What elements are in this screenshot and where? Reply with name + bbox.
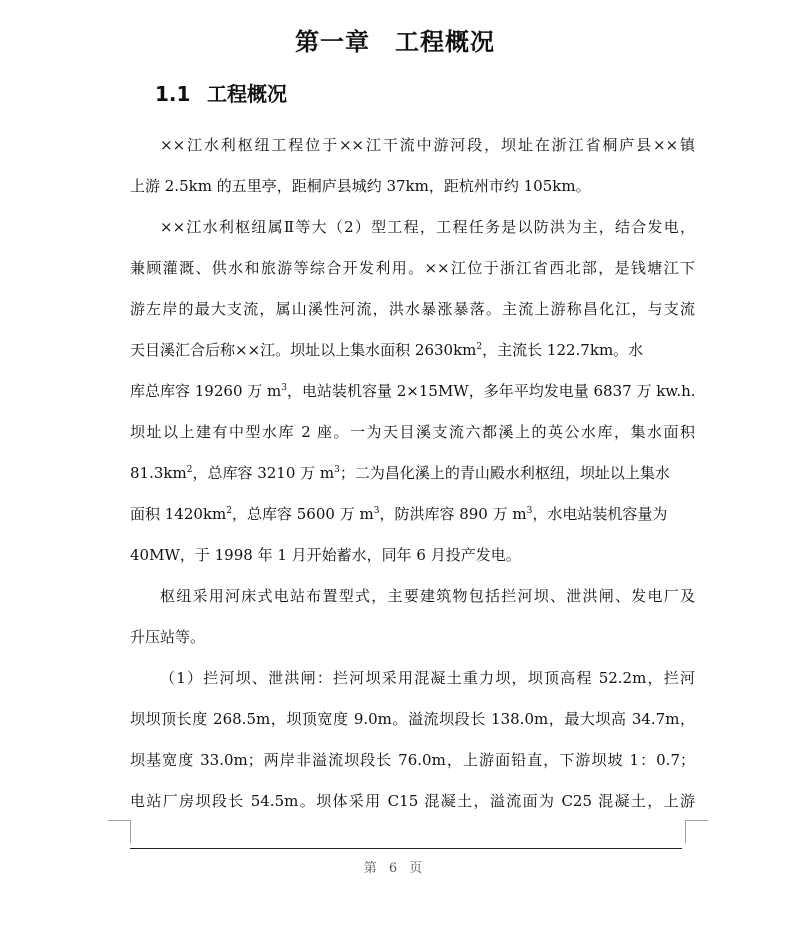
superscript: 2 (186, 465, 193, 475)
page-margin-corner-mark (685, 820, 708, 843)
paragraph-line: 枢纽采用河床式电站布置型式，主要建筑物包括拦河坝、泄洪闸、发电厂及 (160, 587, 695, 605)
paragraph-line: 坝坝顶长度 268.5m，坝顶宽度 9.0m。溢流坝段长 138.0m，最大坝高 34.7m， (130, 710, 695, 728)
paragraph-line: 升压站等。 (130, 628, 206, 646)
paragraph-line: （1）拦河坝、泄洪闸：拦河坝采用混凝土重力坝，坝顶高程 52.2m，拦河 (160, 669, 695, 687)
paragraph-line: 上游 2.5km 的五里亭，距桐庐县城约 37km，距杭州市约 105km。 (130, 177, 591, 195)
paragraph-line: 电站厂房坝段长 54.5m。坝体采用 C15 混凝土，溢流面为 C25 混凝土，上游 (130, 792, 695, 810)
paragraph-line (130, 330, 695, 371)
footer-divider (130, 848, 682, 849)
paragraph-line: 坝基宽度 33.0m；两岸非溢流坝段长 76.0m，上游面铅直，下游坝坡 1：0.7； (130, 751, 695, 769)
section-title: 工程概况 (207, 82, 287, 106)
text-segment: 81.3km (130, 464, 187, 482)
paragraph-line: ××江水利枢纽工程位于××江干流中游河段，坝址在浙江省桐庐县××镇 (160, 136, 695, 154)
superscript: 2 (476, 342, 483, 352)
superscript: 3 (334, 465, 340, 475)
paragraph-line: ××江水利枢纽属Ⅱ等大（2）型工程，工程任务是以防洪为主，结合发电， (160, 218, 695, 236)
section-heading (155, 78, 287, 107)
paragraph-line: 坝址以上建有中型水库 2 座。一为天目溪支流六都溪上的英公水库，集水面积 (130, 423, 695, 441)
superscript: 3 (373, 506, 380, 516)
section-number: 1.1 (155, 82, 191, 106)
body-text (130, 125, 695, 822)
text-segment: 面积 1420km (130, 505, 227, 523)
text-segment: ，电站装机容量 2×15MW，多年平均发电量 6837 万 kw.h. (286, 382, 696, 400)
paragraph-line: 游左岸的最大支流，属山溪性河流，洪水暴涨暴落。主流上游称昌化江，与支流 (130, 300, 695, 318)
paragraph-line: 兼顾灌溉、供水和旅游等综合开发利用。××江位于浙江省西北部，是钱塘江下 (130, 259, 695, 277)
superscript: 3 (526, 506, 533, 516)
paragraph-line (130, 453, 695, 494)
paragraph-line (130, 371, 695, 412)
superscript: 3 (281, 383, 287, 393)
text-segment: ，总库容 5600 万 m (232, 505, 374, 523)
text-segment: 天目溪汇合后称××江。坝址以上集水面积 2630km (130, 341, 477, 359)
text-segment: 库总库容 19260 万 m (130, 382, 282, 400)
text-segment: ，水电站装机容量为 (532, 505, 668, 523)
superscript: 2 (226, 506, 232, 516)
text-segment: ，主流长 122.7km。水 (482, 341, 644, 359)
chapter-title: 第一章 工程概况 (295, 27, 495, 56)
text-segment: ，总库容 3210 万 m (192, 464, 335, 482)
paragraph-line (130, 494, 695, 535)
page-number: 第 6 页 (363, 861, 427, 876)
text-segment: ；二为昌化溪上的青山殿水利枢纽，坝址以上集水 (339, 464, 670, 482)
page-margin-corner-mark (108, 820, 131, 843)
text-segment: ，防洪库容 890 万 m (379, 505, 527, 523)
paragraph-line: 40MW，于 1998 年 1 月开始蓄水，同年 6 月投产发电。 (130, 546, 521, 564)
